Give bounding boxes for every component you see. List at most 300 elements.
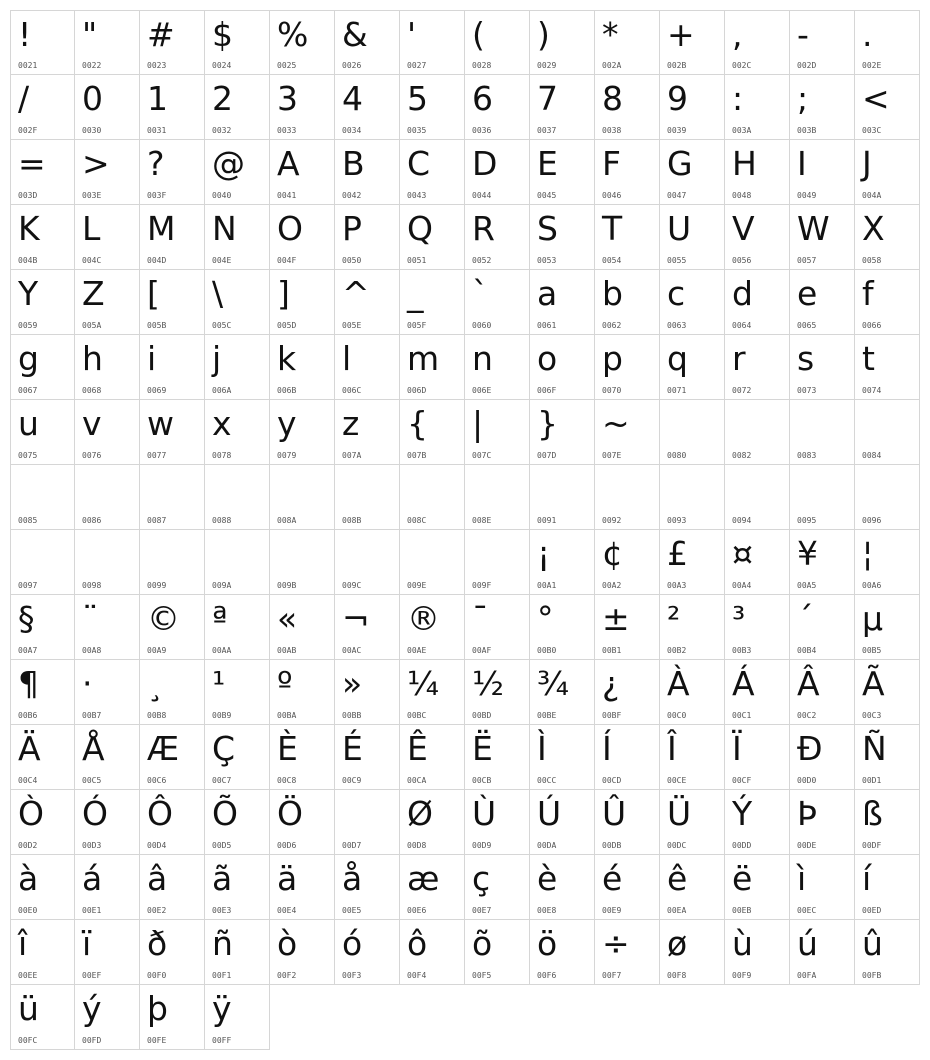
glyph-codepoint-label: 0084: [862, 451, 882, 460]
glyph-codepoint-label: 00F0: [147, 971, 167, 980]
glyph-character: ü: [18, 989, 39, 1028]
glyph-cell: [725, 335, 790, 400]
glyph-character: ´: [797, 599, 814, 638]
glyph-cell: [660, 465, 725, 530]
glyph-character: Ü: [667, 794, 692, 833]
glyph-codepoint-label: 0066: [862, 321, 882, 330]
glyph-character: ê: [667, 859, 688, 898]
glyph-cell: [270, 660, 335, 725]
glyph-character: Y: [18, 274, 39, 313]
glyph-codepoint-label: 0065: [797, 321, 817, 330]
glyph-codepoint-label: 00BB: [342, 711, 362, 720]
glyph-codepoint-label: 0068: [82, 386, 102, 395]
glyph-character: M: [147, 209, 176, 248]
glyph-cell: [660, 400, 725, 465]
glyph-cell: [270, 595, 335, 660]
glyph-character: Ó: [82, 794, 108, 833]
glyph-cell: [465, 270, 530, 335]
glyph-cell: [400, 205, 465, 270]
glyph-codepoint-label: 00D1: [862, 776, 882, 785]
glyph-codepoint-label: 0075: [18, 451, 38, 460]
glyph-character: Á: [732, 664, 755, 703]
glyph-codepoint-label: 0072: [732, 386, 752, 395]
glyph-codepoint-label: 003F: [147, 191, 167, 200]
glyph-codepoint-label: 0087: [147, 516, 167, 525]
glyph-cell: [400, 725, 465, 790]
glyph-character: ú: [797, 924, 818, 963]
glyph-cell: [790, 530, 855, 595]
glyph-cell: [725, 10, 790, 75]
glyph-cell: [725, 75, 790, 140]
glyph-character: Ñ: [862, 729, 887, 768]
glyph-cell: [855, 725, 920, 790]
glyph-cell: [140, 595, 205, 660]
glyph-character: û: [862, 924, 883, 963]
glyph-character: ¹: [212, 664, 226, 703]
glyph-codepoint-label: 00D8: [407, 841, 427, 850]
glyph-character: ù: [732, 924, 753, 963]
glyph-character: [: [147, 274, 160, 313]
glyph-cell: [335, 790, 400, 855]
glyph-cell: [660, 75, 725, 140]
glyph-character: E: [537, 144, 558, 183]
glyph-codepoint-label: 00C1: [732, 711, 752, 720]
glyph-codepoint-label: 00F5: [472, 971, 492, 980]
glyph-codepoint-label: 0043: [407, 191, 427, 200]
glyph-codepoint-label: 00FB: [862, 971, 882, 980]
glyph-codepoint-label: 0034: [342, 126, 362, 135]
glyph-cell: [725, 855, 790, 920]
glyph-codepoint-label: 0025: [277, 61, 297, 70]
glyph-cell: [530, 595, 595, 660]
glyph-codepoint-label: 006B: [277, 386, 297, 395]
glyph-cell: [595, 855, 660, 920]
glyph-codepoint-label: 00E7: [472, 906, 492, 915]
glyph-cell: [595, 530, 660, 595]
glyph-cell: [10, 595, 75, 660]
glyph-codepoint-label: 0078: [212, 451, 232, 460]
glyph-character: ô: [407, 924, 428, 963]
glyph-character: ï: [82, 924, 92, 963]
glyph-character: ³: [732, 599, 746, 638]
glyph-cell: [75, 920, 140, 985]
glyph-cell: [790, 920, 855, 985]
glyph-cell: [140, 400, 205, 465]
glyph-character: n: [472, 339, 493, 378]
glyph-codepoint-label: 0040: [212, 191, 232, 200]
glyph-cell: [400, 465, 465, 530]
glyph-codepoint-label: 0074: [862, 386, 882, 395]
glyph-codepoint-label: 00C0: [667, 711, 687, 720]
glyph-character: U: [667, 209, 692, 248]
glyph-character: p: [602, 339, 623, 378]
glyph-cell: [465, 335, 530, 400]
glyph-codepoint-label: 005F: [407, 321, 427, 330]
glyph-character: S: [537, 209, 558, 248]
glyph-codepoint-label: 009A: [212, 581, 232, 590]
glyph-character: õ: [472, 924, 493, 963]
glyph-character: Û: [602, 794, 627, 833]
glyph-cell: [335, 530, 400, 595]
glyph-character: 1: [147, 79, 168, 118]
glyph-codepoint-label: 00B0: [537, 646, 557, 655]
glyph-character: á: [82, 859, 103, 898]
glyph-cell: [400, 335, 465, 400]
glyph-character: È: [277, 729, 298, 768]
glyph-codepoint-label: 00BE: [537, 711, 557, 720]
glyph-cell: [855, 270, 920, 335]
glyph-character: ª: [212, 599, 228, 638]
glyph-character: %: [277, 15, 309, 54]
glyph-character: É: [342, 729, 363, 768]
glyph-cell: [660, 920, 725, 985]
glyph-codepoint-label: 0049: [797, 191, 817, 200]
glyph-character: Ê: [407, 729, 428, 768]
glyph-character: Í: [602, 729, 612, 768]
glyph-character: Ë: [472, 729, 493, 768]
glyph-codepoint-label: 0096: [862, 516, 882, 525]
glyph-codepoint-label: 005E: [342, 321, 362, 330]
glyph-codepoint-label: 0041: [277, 191, 297, 200]
glyph-codepoint-label: 0086: [82, 516, 102, 525]
glyph-character: Ø: [407, 794, 433, 833]
glyph-cell: [855, 400, 920, 465]
glyph-codepoint-label: 0033: [277, 126, 297, 135]
glyph-codepoint-label: 00C7: [212, 776, 232, 785]
glyph-character: Â: [797, 664, 820, 703]
glyph-cell: [660, 205, 725, 270]
glyph-cell: [725, 790, 790, 855]
glyph-cell: [205, 595, 270, 660]
glyph-character: §: [18, 599, 35, 638]
glyph-codepoint-label: 0046: [602, 191, 622, 200]
glyph-cell: [595, 920, 660, 985]
glyph-cell: [660, 725, 725, 790]
glyph-character: s: [797, 339, 815, 378]
glyph-codepoint-label: 00CE: [667, 776, 687, 785]
glyph-cell: [530, 725, 595, 790]
glyph-codepoint-label: 002F: [18, 126, 38, 135]
glyph-cell: [140, 140, 205, 205]
glyph-cell: [10, 660, 75, 725]
glyph-cell: [595, 335, 660, 400]
glyph-cell: [595, 725, 660, 790]
glyph-cell: [205, 660, 270, 725]
glyph-codepoint-label: 00CF: [732, 776, 752, 785]
glyph-character: o: [537, 339, 558, 378]
glyph-character: r: [732, 339, 746, 378]
glyph-cell: [595, 140, 660, 205]
glyph-character: <: [862, 79, 890, 118]
glyph-codepoint-label: 009C: [342, 581, 362, 590]
glyph-cell: [10, 725, 75, 790]
glyph-character: Õ: [212, 794, 238, 833]
glyph-codepoint-label: 006A: [212, 386, 232, 395]
glyph-cell: [465, 920, 530, 985]
glyph-cell: [75, 465, 140, 530]
glyph-character: ß: [862, 794, 883, 833]
glyph-codepoint-label: 00AC: [342, 646, 362, 655]
glyph-character: ~: [602, 404, 630, 443]
glyph-character: 6: [472, 79, 493, 118]
glyph-codepoint-label: 009B: [277, 581, 297, 590]
glyph-codepoint-label: 0054: [602, 256, 622, 265]
glyph-character: h: [82, 339, 103, 378]
glyph-character: º: [277, 664, 293, 703]
glyph-cell: [335, 75, 400, 140]
glyph-codepoint-label: 0030: [82, 126, 102, 135]
glyph-cell: [530, 855, 595, 920]
glyph-codepoint-label: 0079: [277, 451, 297, 460]
glyph-character: T: [602, 209, 623, 248]
glyph-character: &: [342, 15, 368, 54]
glyph-codepoint-label: 003C: [862, 126, 882, 135]
glyph-codepoint-label: 006D: [407, 386, 427, 395]
glyph-cell: [855, 855, 920, 920]
glyph-character: µ: [862, 599, 883, 638]
glyph-cell: [725, 140, 790, 205]
glyph-character: 3: [277, 79, 298, 118]
glyph-codepoint-label: 0093: [667, 516, 687, 525]
glyph-character: D: [472, 144, 498, 183]
glyph-codepoint-label: 00B6: [18, 711, 38, 720]
glyph-codepoint-label: 00B4: [797, 646, 817, 655]
glyph-cell: [10, 205, 75, 270]
glyph-cell: [140, 530, 205, 595]
glyph-cell: [140, 10, 205, 75]
glyph-cell: [595, 595, 660, 660]
glyph-cell: [790, 75, 855, 140]
glyph-codepoint-label: 0070: [602, 386, 622, 395]
glyph-cell: [10, 855, 75, 920]
glyph-codepoint-label: 0022: [82, 61, 102, 70]
glyph-character: ÷: [602, 924, 630, 963]
glyph-codepoint-label: 002E: [862, 61, 882, 70]
glyph-cell: [465, 660, 530, 725]
glyph-codepoint-label: 00F6: [537, 971, 557, 980]
glyph-cell: [335, 855, 400, 920]
glyph-character: æ: [407, 859, 440, 898]
glyph-codepoint-label: 00E2: [147, 906, 167, 915]
glyph-character: 4: [342, 79, 363, 118]
glyph-character: *: [602, 15, 619, 54]
glyph-character: Ú: [537, 794, 562, 833]
glyph-character: Å: [82, 729, 105, 768]
glyph-codepoint-label: 0077: [147, 451, 167, 460]
glyph-cell: [465, 400, 530, 465]
glyph-codepoint-label: 00EA: [667, 906, 687, 915]
glyph-cell: [660, 140, 725, 205]
glyph-cell: [75, 660, 140, 725]
glyph-codepoint-label: 00D0: [797, 776, 817, 785]
glyph-cell: [205, 205, 270, 270]
glyph-codepoint-label: 00F4: [407, 971, 427, 980]
glyph-cell: [660, 270, 725, 335]
glyph-character: L: [82, 209, 101, 248]
glyph-cell: [790, 140, 855, 205]
glyph-character: ì: [797, 859, 807, 898]
glyph-codepoint-label: 0063: [667, 321, 687, 330]
glyph-cell: [595, 400, 660, 465]
glyph-codepoint-label: 00B2: [667, 646, 687, 655]
glyph-codepoint-label: 00E5: [342, 906, 362, 915]
glyph-codepoint-label: 00D3: [82, 841, 102, 850]
glyph-codepoint-label: 00DA: [537, 841, 557, 850]
glyph-codepoint-label: 006C: [342, 386, 362, 395]
glyph-codepoint-label: 0061: [537, 321, 557, 330]
glyph-codepoint-label: 00AF: [472, 646, 492, 655]
glyph-cell: [595, 465, 660, 530]
glyph-character: }: [537, 404, 558, 443]
glyph-cell: [400, 75, 465, 140]
glyph-character: å: [342, 859, 363, 898]
glyph-cell: [75, 985, 140, 1050]
glyph-character: >: [82, 144, 110, 183]
glyph-cell: [75, 530, 140, 595]
glyph-character: ·: [82, 664, 93, 703]
glyph-codepoint-label: 007A: [342, 451, 362, 460]
glyph-codepoint-label: 00D2: [18, 841, 38, 850]
glyph-character: ^: [342, 274, 370, 313]
glyph-codepoint-label: 00E9: [602, 906, 622, 915]
glyph-codepoint-label: 002C: [732, 61, 752, 70]
glyph-codepoint-label: 007E: [602, 451, 622, 460]
glyph-codepoint-label: 0064: [732, 321, 752, 330]
glyph-cell: [790, 660, 855, 725]
glyph-cell: [790, 335, 855, 400]
glyph-cell: [855, 790, 920, 855]
glyph-cell: [270, 75, 335, 140]
glyph-cell: [205, 465, 270, 530]
glyph-character: i: [147, 339, 157, 378]
glyph-character: ?: [147, 144, 165, 183]
glyph-codepoint-label: 0055: [667, 256, 687, 265]
glyph-character: ]: [277, 274, 290, 313]
glyph-codepoint-label: 0071: [667, 386, 687, 395]
glyph-codepoint-label: 0053: [537, 256, 557, 265]
glyph-character: ¾: [537, 664, 569, 703]
glyph-codepoint-label: 0029: [537, 61, 557, 70]
glyph-codepoint-label: 005C: [212, 321, 232, 330]
glyph-codepoint-label: 0083: [797, 451, 817, 460]
glyph-cell: [140, 855, 205, 920]
glyph-cell: [335, 465, 400, 530]
glyph-character: !: [18, 15, 32, 54]
glyph-cell: [75, 10, 140, 75]
glyph-cell: [790, 790, 855, 855]
glyph-character: A: [277, 144, 300, 183]
glyph-cell: [400, 920, 465, 985]
glyph-codepoint-label: 0026: [342, 61, 362, 70]
glyph-codepoint-label: 0073: [797, 386, 817, 395]
glyph-character: O: [277, 209, 303, 248]
glyph-cell: [335, 725, 400, 790]
glyph-character: b: [602, 274, 623, 313]
glyph-codepoint-label: 004F: [277, 256, 297, 265]
glyph-codepoint-label: 00DD: [732, 841, 752, 850]
glyph-character: V: [732, 209, 755, 248]
glyph-character: j: [212, 339, 222, 378]
glyph-cell: [530, 75, 595, 140]
glyph-character: @: [212, 144, 245, 183]
glyph-cell: [140, 790, 205, 855]
glyph-character: ": [82, 15, 98, 54]
glyph-character: \: [212, 274, 224, 313]
glyph-cell: [400, 855, 465, 920]
glyph-codepoint-label: 002D: [797, 61, 817, 70]
glyph-cell: [140, 335, 205, 400]
glyph-cell: [10, 335, 75, 400]
glyph-cell: [400, 530, 465, 595]
glyph-cell: [10, 920, 75, 985]
glyph-character: G: [667, 144, 693, 183]
glyph-character: ;: [797, 79, 809, 118]
glyph-character: K: [18, 209, 40, 248]
glyph-character: Ý: [732, 794, 753, 833]
glyph-character: ®: [407, 599, 440, 638]
glyph-codepoint-label: 00C8: [277, 776, 297, 785]
glyph-cell: [10, 10, 75, 75]
glyph-codepoint-label: 0044: [472, 191, 492, 200]
glyph-codepoint-label: 006E: [472, 386, 492, 395]
glyph-cell: [10, 790, 75, 855]
glyph-cell: [855, 920, 920, 985]
glyph-character: Ò: [18, 794, 44, 833]
glyph-cell: [465, 530, 530, 595]
glyph-character: ã: [212, 859, 233, 898]
glyph-codepoint-label: 00B3: [732, 646, 752, 655]
glyph-character: ¯: [472, 599, 489, 638]
glyph-cell: [530, 270, 595, 335]
glyph-cell: [205, 140, 270, 205]
glyph-cell: [10, 465, 75, 530]
glyph-cell: [400, 140, 465, 205]
glyph-cell: [270, 855, 335, 920]
glyph-codepoint-label: 0097: [18, 581, 38, 590]
glyph-character: v: [82, 404, 102, 443]
glyph-codepoint-label: 0048: [732, 191, 752, 200]
glyph-character: P: [342, 209, 362, 248]
glyph-codepoint-label: 00F8: [667, 971, 687, 980]
glyph-character: C: [407, 144, 431, 183]
glyph-character: F: [602, 144, 621, 183]
glyph-cell: [205, 985, 270, 1050]
glyph-cell: [530, 465, 595, 530]
glyph-cell: [140, 465, 205, 530]
glyph-character: Æ: [147, 729, 180, 768]
glyph-character: 7: [537, 79, 558, 118]
glyph-character: (: [472, 15, 485, 54]
glyph-codepoint-label: 0032: [212, 126, 232, 135]
glyph-codepoint-label: 00CA: [407, 776, 427, 785]
glyph-codepoint-label: 0047: [667, 191, 687, 200]
glyph-character: ¨: [82, 599, 99, 638]
glyph-codepoint-label: 003B: [797, 126, 817, 135]
glyph-codepoint-label: 0098: [82, 581, 102, 590]
glyph-codepoint-label: 007D: [537, 451, 557, 460]
glyph-codepoint-label: 004E: [212, 256, 232, 265]
glyph-character: Þ: [797, 794, 817, 833]
glyph-cell: [790, 10, 855, 75]
glyph-character: ÿ: [212, 989, 232, 1028]
glyph-character: a: [537, 274, 558, 313]
glyph-codepoint-label: 009F: [472, 581, 492, 590]
glyph-character: ¢: [602, 534, 623, 573]
glyph-codepoint-label: 0092: [602, 516, 622, 525]
glyph-character: Ï: [732, 729, 742, 768]
glyph-cell: [270, 725, 335, 790]
glyph-cell: [205, 855, 270, 920]
